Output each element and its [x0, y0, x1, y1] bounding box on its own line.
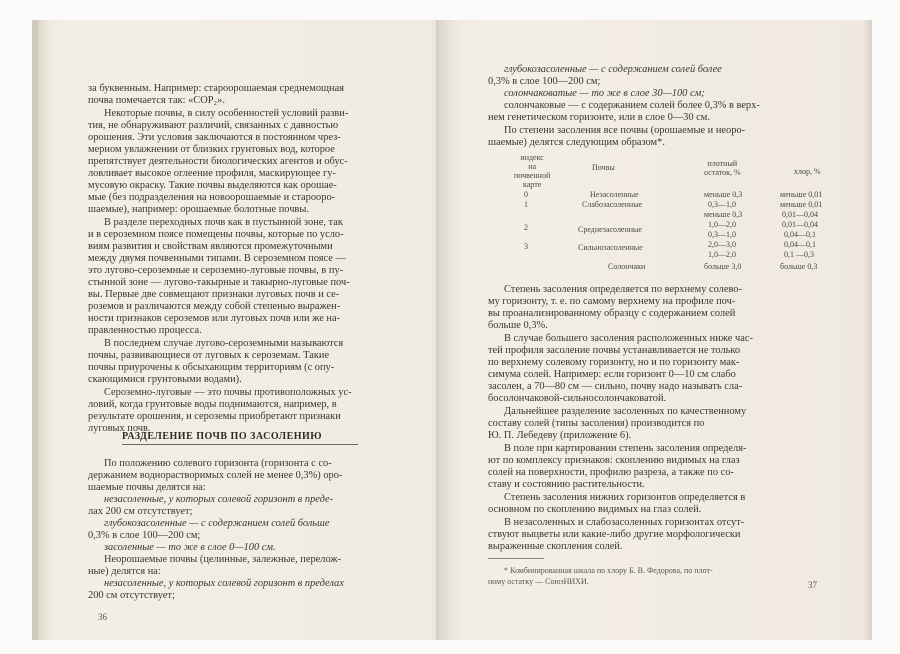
- text-line: незасоленные, у которых солевой горизонт в пределах: [104, 578, 344, 589]
- text-line: 0,3% в слое 100—200 см;: [88, 530, 201, 541]
- header-index-line: карте: [522, 180, 542, 189]
- table-cell-soil: Сильнозасоленные: [578, 243, 643, 252]
- text-line: В разделе переходных почв как в пустынной зоне, так: [104, 217, 343, 228]
- table-cell-chlorine: 0,04—0,1: [784, 240, 816, 249]
- text-line: тей профиля засоление почвы устанавливается не только: [488, 345, 741, 356]
- text-line: почвы, развивающиеся от луговых к сероземам. Такие: [88, 350, 330, 361]
- text-line: держанием воднорастворимых солей не менее 0,3%) оро-: [88, 470, 343, 481]
- text-line: ставу и состоянию растительности.: [488, 479, 645, 490]
- text-line: выраженные скопления солей.: [488, 541, 623, 552]
- table-cell-chlorine: 0,1 —0,3: [784, 250, 814, 259]
- table-cell-index: 1: [524, 200, 528, 209]
- table-header-chlorine: хлор, %: [794, 167, 821, 176]
- text-line: В случае большего засоления расположенных ниже час-: [504, 333, 753, 344]
- text-line: составу солей (типы засоления) производится по: [488, 418, 705, 429]
- table-cell-residue: 0,3—1,0: [708, 230, 736, 239]
- text-line: му горизонту, т. е. по самому верхнему на профиле поч-: [488, 296, 736, 307]
- text-line: больше 0,3%.: [488, 320, 548, 331]
- text-line: В последнем случае лугово-сероземными называются: [104, 338, 344, 349]
- text-line: босолончаковой-сильносолончаковатой.: [488, 393, 667, 404]
- header-index-line: индекс: [520, 153, 544, 162]
- table-cell-chlorine: больше 0,3: [780, 262, 818, 271]
- text-line: между двумя почвенными типами. В сероземном поясе —: [88, 253, 346, 264]
- header-index-line: почвенной: [514, 171, 551, 180]
- text-line: симума солей. Например: если горизонт 0—10 см слабо: [488, 369, 736, 380]
- text-line: Дальнейшее разделение засоленных по качественному: [504, 406, 747, 417]
- text-line: лах 200 см отсутствует;: [88, 506, 193, 517]
- text-line: и в сероземном поясе помещены почвы, которые по усло-: [88, 229, 344, 240]
- text-line: скающимися грунтовыми водами).: [88, 374, 242, 385]
- table-cell-chlorine: 0,01—0,04: [782, 220, 818, 229]
- text-line: 200 см отсутствует;: [88, 590, 175, 601]
- text-line: Сероземно-луговые — это почвы противоположных ус-: [104, 387, 352, 398]
- text-line: вы проанализированному образцу с содержанием солей: [488, 308, 736, 319]
- section-heading: РАЗДЕЛЕНИЕ ПОЧВ ПО ЗАСОЛЕНИЮ: [122, 431, 323, 442]
- text-line: Ю. П. Лебедеву (приложение 6).: [488, 430, 632, 441]
- text-line: стынной зоне — лугово-такырные и такырно-луговые поч-: [88, 277, 350, 288]
- text-line: солей на поверхности, профилю разреза, а также по со-: [488, 467, 734, 478]
- table-cell-chlorine: 0,04—0,1: [784, 230, 816, 239]
- text-line: Некоторые почвы, в силу особенностей условий разви-: [104, 108, 349, 119]
- text-line: По положению солевого горизонта (горизонта с со-: [104, 458, 332, 469]
- text-line: Степень засоления нижних горизонтов определяется в: [504, 492, 746, 503]
- text-line: шаемые) делятся следующим образом*.: [488, 137, 665, 148]
- text-line: мые (без подразделения на новоорошаемые и староoро-: [88, 192, 336, 203]
- text-line: Неорошаемые почвы (целинные, залежные, перелож-: [104, 554, 342, 565]
- text-line: нем генетическом горизонте, или в слое 0—30 см.: [488, 112, 710, 123]
- page-number: 36: [98, 612, 107, 622]
- text-line: ности признаков сероземов или луговых почв или же на-: [88, 313, 341, 324]
- text-line: почвы приурочены к обсыхающим территориям (с опу-: [88, 362, 335, 373]
- table-cell-chlorine: меньше 0,01: [780, 200, 823, 209]
- text-line: ловливает высокое оглеение профиля, маскирующее гу-: [88, 168, 336, 179]
- table-header-soils: Почвы: [592, 163, 615, 172]
- text-line: ют по комплексу признаков: скоплению видимых на глаз: [488, 455, 740, 466]
- table-cell-residue: 1,0—2,0: [708, 220, 736, 229]
- text-line: В поле при картировании степень засоления определя-: [504, 443, 747, 454]
- text-line: По степени засоления все почвы (орошаемые и неоро-: [504, 125, 746, 136]
- text-line: глубокозасоленные — с содержанием солей больше: [104, 518, 330, 529]
- text-line: виям развития и свойствам являются промежуточными: [88, 241, 333, 252]
- header-residue-line: остаток, %: [704, 168, 741, 177]
- footnote-line: * Комбинированная шкала по хлору Б. В. Федорова, по плот-: [504, 566, 713, 575]
- text-line: ные) делятся на:: [88, 566, 161, 577]
- table-cell-residue: 0,3—1,0: [708, 200, 736, 209]
- text-line: мерном увлажнении от близких грунтовых вод, которое: [88, 144, 335, 155]
- text-line: за буквенным. Например: староорошаемая среднемощная: [88, 83, 344, 94]
- left-page: [32, 20, 442, 640]
- header-index-line: на: [528, 162, 537, 171]
- text-line: засолен, а 70—80 см — сильно, почву надо называть сла-: [488, 381, 743, 392]
- table-cell-residue: больше 3,0: [704, 262, 742, 271]
- text-line: по верхнему солевому горизонту, но и по горизонту мак-: [488, 357, 740, 368]
- text-line: солончаковатые — то же в слое 30—100 см;: [504, 88, 705, 99]
- text-line: В незасоленных и слабозасоленных горизонтах отсут-: [504, 517, 745, 528]
- text-line: ствуют выцветы или какие-либо другие морфологически: [488, 529, 741, 540]
- table-cell-index: 0: [524, 190, 528, 199]
- table-cell-residue: 1,0—2,0: [708, 250, 736, 259]
- open-book: [32, 20, 872, 640]
- text-line: орошения. Эти условия заключаются в постоянном чрез-: [88, 132, 341, 143]
- text-line: роземов и различаются между собой степенью выражен-: [88, 301, 341, 312]
- text-line: правленностью процесса.: [88, 325, 202, 336]
- header-residue-line: плотный: [707, 159, 738, 168]
- text-line: ловий, когда грунтовые воды поднимаются, например, в: [88, 399, 337, 410]
- text-line: это лугово-сероземные и сероземно-луговые почвы, в пу-: [88, 265, 344, 276]
- text-line: Степень засоления определяется по верхнему солево-: [504, 284, 742, 295]
- text-line: тия, не обнаруживают различий, связанных с давностью: [88, 120, 339, 131]
- text-line: почва помечается так: «СОР₂».: [88, 95, 225, 106]
- table-header-index: [514, 153, 550, 189]
- text-line: результате орошения, и сероземы приобретают признаки: [88, 411, 341, 422]
- text-line: глубокозасоленные — с содержанием солей более: [504, 64, 722, 75]
- footnote-rule: [488, 558, 544, 559]
- text-line: шаемые почвы делятся на:: [88, 482, 206, 493]
- footnote-line: ному остатку — СоюзНИХИ.: [488, 577, 589, 586]
- table-cell-soil: Слабозасоленные: [582, 200, 643, 209]
- table-cell-chlorine: меньше 0,01: [780, 190, 823, 199]
- table-cell-residue: меньше 0,3: [704, 190, 743, 199]
- table-cell-soil: Солончаки: [608, 262, 646, 271]
- table-header-residue: [704, 159, 741, 177]
- text-line: мусовую окраску. Такие почвы выделяются как орошае-: [88, 180, 337, 191]
- text-line: основном по скоплению видимых на глаз солей.: [488, 504, 702, 515]
- page-number: 37: [808, 580, 817, 590]
- text-line: препятствует деятельности биологических агентов и обус-: [88, 156, 348, 167]
- text-line: засоленные — то же в слое 0—100 см.: [104, 542, 276, 553]
- table-cell-residue: меньше 0,3: [704, 210, 743, 219]
- text-line: незасоленные, у которых солевой горизонт в преде-: [104, 494, 334, 505]
- right-page: [442, 20, 872, 640]
- text-line: 0,3% в слое 100—200 см;: [488, 76, 601, 87]
- text-line: луговых почв.: [88, 423, 151, 434]
- table-cell-soil: Незасоленные: [590, 190, 639, 199]
- table-cell-soil: Среднезасоленные: [578, 225, 642, 234]
- table-cell-residue: 2,0—3,0: [708, 240, 736, 249]
- table-cell-index: 2: [524, 223, 528, 232]
- text-line: вы. Первые две совмещают признаки луговых почв и се-: [88, 289, 340, 300]
- heading-underline: [122, 444, 358, 445]
- table-cell-chlorine: 0,01—0,04: [782, 210, 818, 219]
- text-line: солончаковые — с содержанием солей более 0,3% в верх-: [504, 100, 760, 111]
- table-cell-index: 3: [524, 242, 528, 251]
- text-line: шаемые), например: орошаемые болотные почвы.: [88, 204, 309, 215]
